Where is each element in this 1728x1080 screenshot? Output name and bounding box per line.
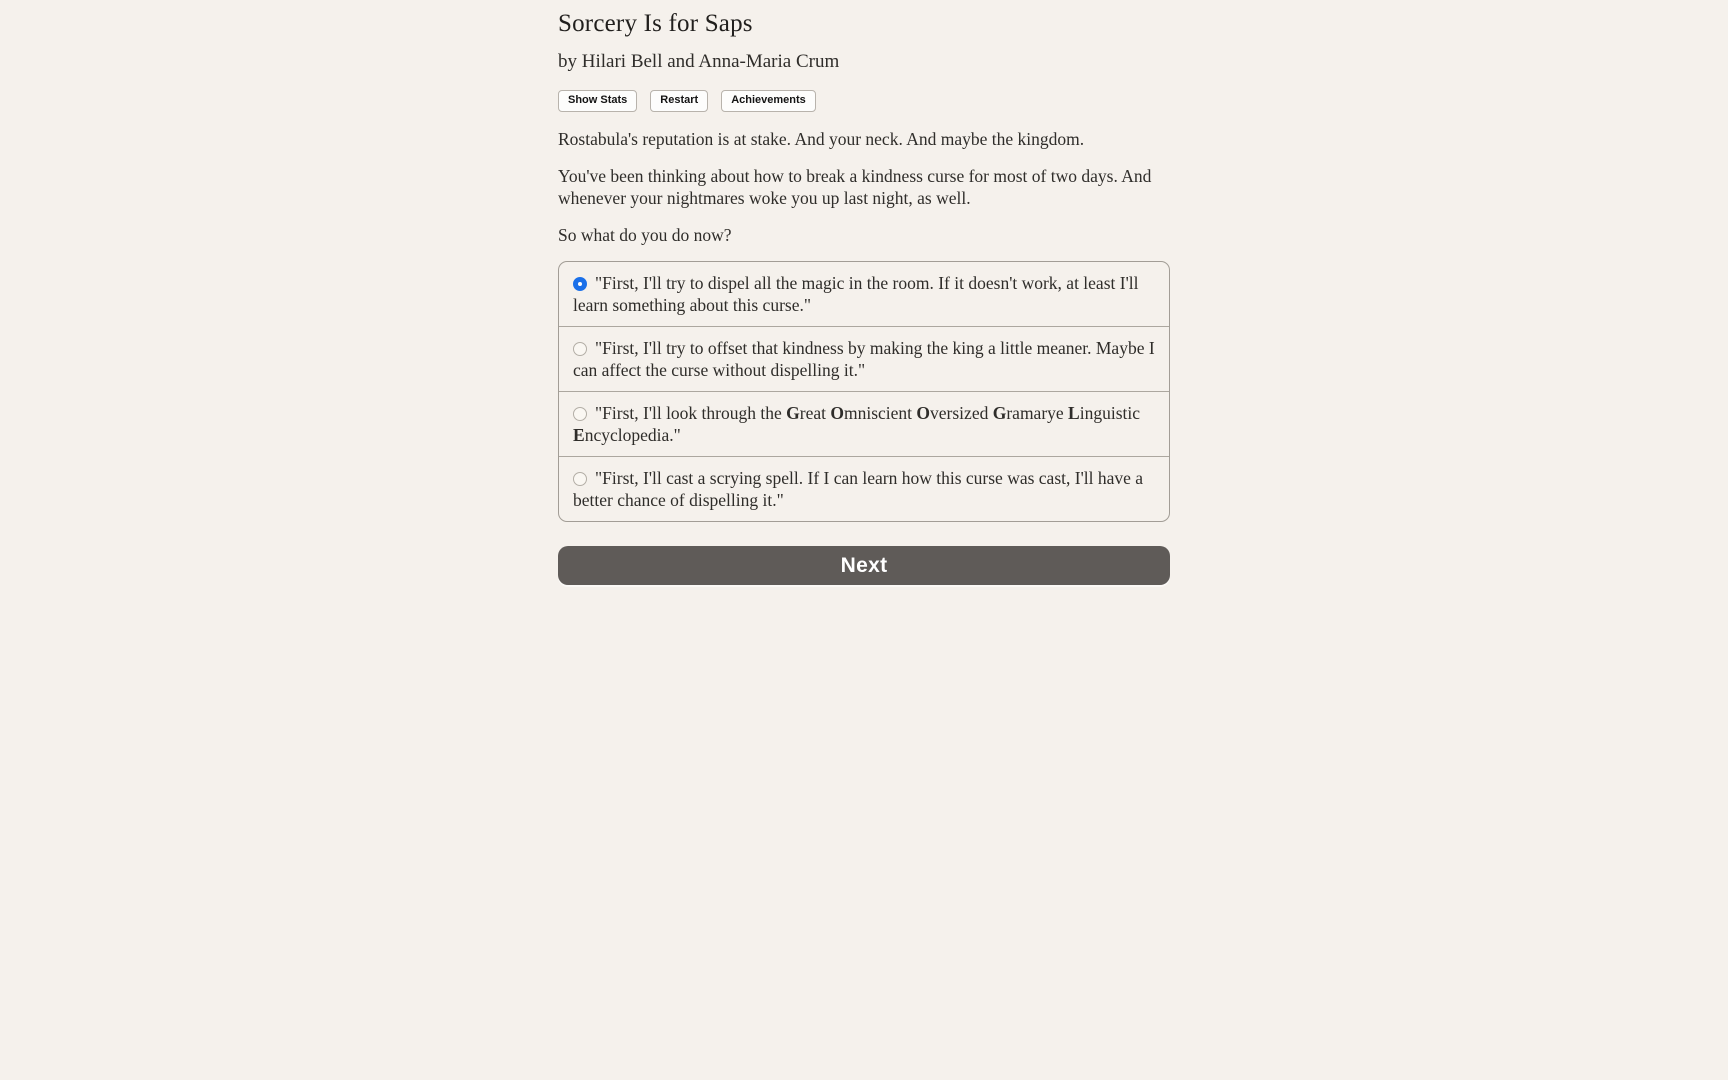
choice-group [558,261,1170,522]
radio-unselected-icon[interactable] [573,407,587,421]
choice-label: "First, I'll try to dispel all the magic in the room. If it doesn't work, at least I'll learn something about this curse." [573,273,1139,315]
choice-option[interactable] [559,326,1169,391]
toolbar [558,90,1170,112]
story-paragraph: Rostabula's reputation is at stake. And your neck. And maybe the kingdom. [558,129,1085,149]
next-button[interactable]: Next [558,546,1170,585]
choice-label: "First, I'll look through the Great Omniscient Oversized Gramarye Linguistic Encyclopedia." [573,403,1141,445]
radio-unselected-icon[interactable] [573,472,587,486]
choice-option[interactable] [559,456,1169,521]
choice-option[interactable] [559,262,1169,326]
radio-unselected-icon[interactable] [573,342,587,356]
choice-option[interactable] [559,391,1169,456]
restart-button[interactable]: Restart [650,90,708,112]
story-paragraph: So what do you do now? [558,225,732,245]
radio-selected-icon[interactable] [573,277,587,291]
author-byline: by Hilari Bell and Anna-Maria Crum [558,51,840,72]
achievements-button[interactable]: Achievements [721,90,816,112]
choice-label: "First, I'll cast a scrying spell. If I can learn how this curse was cast, I'll have a better chance of dispelling it." [573,468,1144,510]
page-title: Sorcery Is for Saps [558,10,753,37]
story-paragraph: You've been thinking about how to break a kindness curse for most of two days. And whenever your nightmares woke you up last night, as well. [558,166,1152,208]
choice-label: "First, I'll try to offset that kindness by making the king a little meaner. Maybe I can affect the curse without dispelling it." [573,338,1155,380]
story-page [558,0,1170,585]
story-text [558,128,1170,246]
show-stats-button[interactable]: Show Stats [558,90,637,112]
